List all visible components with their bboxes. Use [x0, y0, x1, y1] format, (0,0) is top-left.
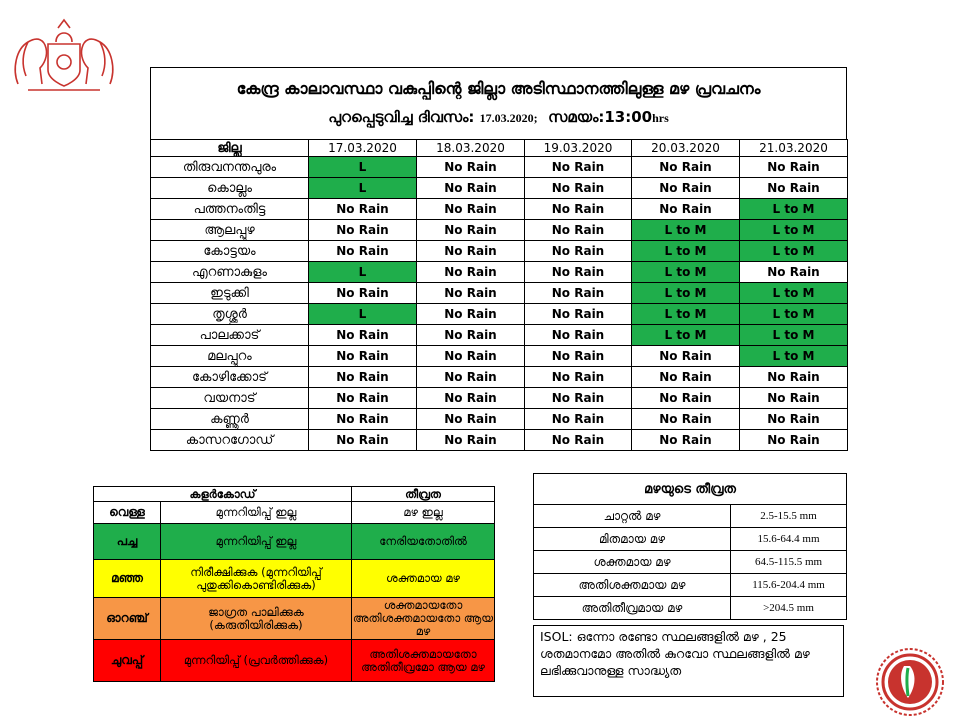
forecast-cell: No Rain	[417, 304, 525, 325]
forecast-cell: No Rain	[309, 346, 417, 367]
district-name: കാസറഗോഡ്	[151, 430, 309, 451]
district-name: തൃശ്ശൂർ	[151, 304, 309, 325]
forecast-cell: No Rain	[525, 199, 632, 220]
forecast-cell: No Rain	[417, 367, 525, 388]
forecast-cell: No Rain	[525, 262, 632, 283]
forecast-cell: No Rain	[417, 157, 525, 178]
district-name: ഇടുക്കി	[151, 283, 309, 304]
intensity-label: അതിശക്തമായ മഴ	[534, 574, 731, 597]
intensity-row	[534, 597, 847, 620]
intensity-label: അതിതീവ്രമായ മഴ	[534, 597, 731, 620]
forecast-cell: No Rain	[309, 241, 417, 262]
forecast-cell: No Rain	[309, 325, 417, 346]
forecast-cell: L to M	[632, 220, 740, 241]
forecast-cell: L to M	[740, 304, 848, 325]
kerala-emblem-logo	[8, 14, 120, 94]
color-code-header: കളർകോഡ്	[94, 487, 352, 502]
time-value: 13:00	[604, 108, 653, 126]
forecast-cell: No Rain	[740, 367, 848, 388]
intensity-range: 2.5-15.5 mm	[731, 505, 847, 528]
forecast-cell: No Rain	[417, 346, 525, 367]
forecast-cell: No Rain	[417, 241, 525, 262]
isol-note: ISOL: ഒന്നോ രണ്ടോ സ്ഥലങ്ങളിൽ മഴ , 25 ശതമാനമോ അതിൽ കുറവോ സ്ഥലങ്ങളിൽ മഴ ലഭിക്കുവാനുള്ള സാദ്ധ്യത	[533, 625, 844, 697]
forecast-cell: No Rain	[417, 220, 525, 241]
forecast-cell: No Rain	[525, 346, 632, 367]
intensity-label: മിതമായ മഴ	[534, 528, 731, 551]
forecast-row	[151, 178, 848, 199]
intensity-header: തീവ്രത	[352, 487, 495, 502]
color-code-legend-table	[93, 486, 495, 682]
forecast-cell: No Rain	[417, 283, 525, 304]
forecast-cell: No Rain	[417, 199, 525, 220]
legend-row	[94, 502, 495, 524]
legend-header-row	[94, 487, 495, 502]
forecast-cell: L to M	[740, 220, 848, 241]
legend-row	[94, 560, 495, 598]
district-name: പത്തനംതിട്ട	[151, 199, 309, 220]
forecast-row	[151, 409, 848, 430]
district-name: എറണാകുളം	[151, 262, 309, 283]
warning-meaning: മുന്നറിയിപ്പ് ഇല്ല	[161, 502, 352, 524]
forecast-row	[151, 262, 848, 283]
intensity-title-row	[534, 474, 847, 505]
forecast-header-row	[151, 140, 848, 157]
forecast-row	[151, 283, 848, 304]
color-name: പച്ച	[94, 524, 161, 560]
forecast-cell: No Rain	[417, 430, 525, 451]
forecast-row	[151, 220, 848, 241]
forecast-cell: No Rain	[525, 178, 632, 199]
forecast-cell: L	[309, 157, 417, 178]
forecast-cell: No Rain	[525, 241, 632, 262]
forecast-cell: L	[309, 304, 417, 325]
forecast-row	[151, 199, 848, 220]
warning-meaning: മുന്നറിയിപ്പ് (പ്രവർത്തിക്കുക)	[161, 640, 352, 682]
disaster-management-logo	[874, 646, 946, 718]
forecast-cell: No Rain	[525, 430, 632, 451]
intensity-range: 115.6-204.4 mm	[731, 574, 847, 597]
forecast-cell: L to M	[632, 241, 740, 262]
district-column-header: ജില്ല	[151, 140, 309, 157]
intensity-range: 15.6-64.4 mm	[731, 528, 847, 551]
forecast-cell: No Rain	[632, 157, 740, 178]
rain-intensity: അതിശക്തമായതോ അതിതീവ്രമോ ആയ മഴ	[352, 640, 495, 682]
time-unit: hrs	[652, 111, 669, 125]
forecast-cell: No Rain	[740, 157, 848, 178]
intensity-label: ചാറ്റൽ മഴ	[534, 505, 731, 528]
forecast-cell: L to M	[740, 346, 848, 367]
time-label: സമയം:	[548, 108, 605, 126]
forecast-cell: No Rain	[417, 388, 525, 409]
forecast-cell: No Rain	[309, 388, 417, 409]
rain-intensity: മഴ ഇല്ല	[352, 502, 495, 524]
date-column-header: 21.03.2020	[740, 140, 848, 157]
forecast-cell: No Rain	[740, 178, 848, 199]
forecast-cell: No Rain	[632, 430, 740, 451]
intensity-row	[534, 551, 847, 574]
forecast-cell: No Rain	[740, 430, 848, 451]
color-name: മഞ്ഞ	[94, 560, 161, 598]
forecast-cell: No Rain	[309, 409, 417, 430]
forecast-cell: No Rain	[632, 199, 740, 220]
forecast-cell: No Rain	[740, 262, 848, 283]
forecast-cell: No Rain	[309, 430, 417, 451]
district-name: കോഴിക്കോട്	[151, 367, 309, 388]
color-name: ഓറഞ്ച്	[94, 598, 161, 640]
warning-meaning: നിരീക്ഷിക്കുക (മുന്നറിയിപ്പ് പുതുക്കികൊണ്ടിരിക്കുക)	[161, 560, 352, 598]
forecast-cell: No Rain	[417, 325, 525, 346]
intensity-row	[534, 528, 847, 551]
forecast-cell: No Rain	[632, 346, 740, 367]
forecast-cell: No Rain	[309, 220, 417, 241]
intensity-range: 64.5-115.5 mm	[731, 551, 847, 574]
forecast-cell: No Rain	[309, 199, 417, 220]
district-name: മലപ്പുറം	[151, 346, 309, 367]
forecast-row	[151, 346, 848, 367]
intensity-label: ശക്തമായ മഴ	[534, 551, 731, 574]
legend-row	[94, 524, 495, 560]
forecast-row	[151, 388, 848, 409]
warning-meaning: ജാഗ്രത പാലിക്കുക (കരുതിയിരിക്കുക)	[161, 598, 352, 640]
forecast-cell: No Rain	[632, 178, 740, 199]
forecast-cell: No Rain	[632, 388, 740, 409]
forecast-cell: No Rain	[632, 409, 740, 430]
date-column-header: 20.03.2020	[632, 140, 740, 157]
district-name: വയനാട്	[151, 388, 309, 409]
district-forecast-table	[150, 139, 848, 451]
forecast-cell: No Rain	[632, 367, 740, 388]
issue-info	[151, 108, 846, 126]
forecast-cell: No Rain	[309, 367, 417, 388]
rain-intensity: നേരിയതോതിൽ	[352, 524, 495, 560]
forecast-row	[151, 430, 848, 451]
forecast-cell: No Rain	[417, 262, 525, 283]
forecast-row	[151, 304, 848, 325]
rain-intensity-table	[533, 473, 847, 620]
warning-meaning: മുന്നറിയിപ്പ് ഇല്ല	[161, 524, 352, 560]
forecast-cell: L to M	[740, 325, 848, 346]
date-column-header: 18.03.2020	[417, 140, 525, 157]
district-name: കോട്ടയം	[151, 241, 309, 262]
forecast-cell: L	[309, 178, 417, 199]
forecast-cell: L to M	[632, 325, 740, 346]
forecast-cell: L to M	[740, 241, 848, 262]
forecast-cell: No Rain	[740, 388, 848, 409]
forecast-cell: L	[309, 262, 417, 283]
forecast-cell: No Rain	[525, 283, 632, 304]
rain-intensity: ശക്തമായ മഴ	[352, 560, 495, 598]
district-name: കൊല്ലം	[151, 178, 309, 199]
forecast-cell: No Rain	[417, 409, 525, 430]
issued-label: പുറപ്പെടുവിച്ച ദിവസം:	[328, 108, 475, 126]
forecast-cell: L to M	[632, 283, 740, 304]
forecast-cell: L to M	[632, 304, 740, 325]
intensity-range: >204.5 mm	[731, 597, 847, 620]
district-name: തിരുവനന്തപുരം	[151, 157, 309, 178]
date-column-header: 19.03.2020	[525, 140, 632, 157]
forecast-row	[151, 325, 848, 346]
forecast-cell: No Rain	[525, 409, 632, 430]
forecast-cell: L to M	[740, 199, 848, 220]
forecast-row	[151, 157, 848, 178]
forecast-cell: No Rain	[740, 409, 848, 430]
intensity-row	[534, 574, 847, 597]
issued-date: 17.03.2020;	[479, 111, 538, 125]
district-name: പാലക്കാട്	[151, 325, 309, 346]
page-title: കേന്ദ്ര കാലാവസ്ഥാ വകുപ്പിന്റെ ജില്ലാ അടിസ്ഥാനത്തിലുള്ള മഴ പ്രവചനം	[236, 79, 761, 98]
rain-intensity: ശക്തമായതോ അതിശക്തമായതോ ആയ മഴ	[352, 598, 494, 638]
district-name: ആലപ്പുഴ	[151, 220, 309, 241]
forecast-cell: No Rain	[525, 325, 632, 346]
legend-row	[94, 598, 495, 640]
forecast-cell: No Rain	[525, 304, 632, 325]
forecast-cell: No Rain	[525, 220, 632, 241]
forecast-cell: No Rain	[525, 367, 632, 388]
forecast-cell: L to M	[740, 283, 848, 304]
forecast-row	[151, 367, 848, 388]
district-name: കണ്ണൂർ	[151, 409, 309, 430]
forecast-cell: No Rain	[525, 388, 632, 409]
legend-row	[94, 640, 495, 682]
intensity-row	[534, 505, 847, 528]
forecast-cell: No Rain	[309, 283, 417, 304]
forecast-cell: No Rain	[417, 178, 525, 199]
intensity-title: മഴയുടെ തീവ്രത	[534, 474, 847, 505]
color-name: ചുവപ്പ്	[94, 640, 161, 682]
color-name: വെള്ള	[94, 502, 161, 524]
date-column-header: 17.03.2020	[309, 140, 417, 157]
forecast-header	[150, 67, 847, 140]
forecast-cell: No Rain	[525, 157, 632, 178]
forecast-cell: L to M	[632, 262, 740, 283]
forecast-row	[151, 241, 848, 262]
